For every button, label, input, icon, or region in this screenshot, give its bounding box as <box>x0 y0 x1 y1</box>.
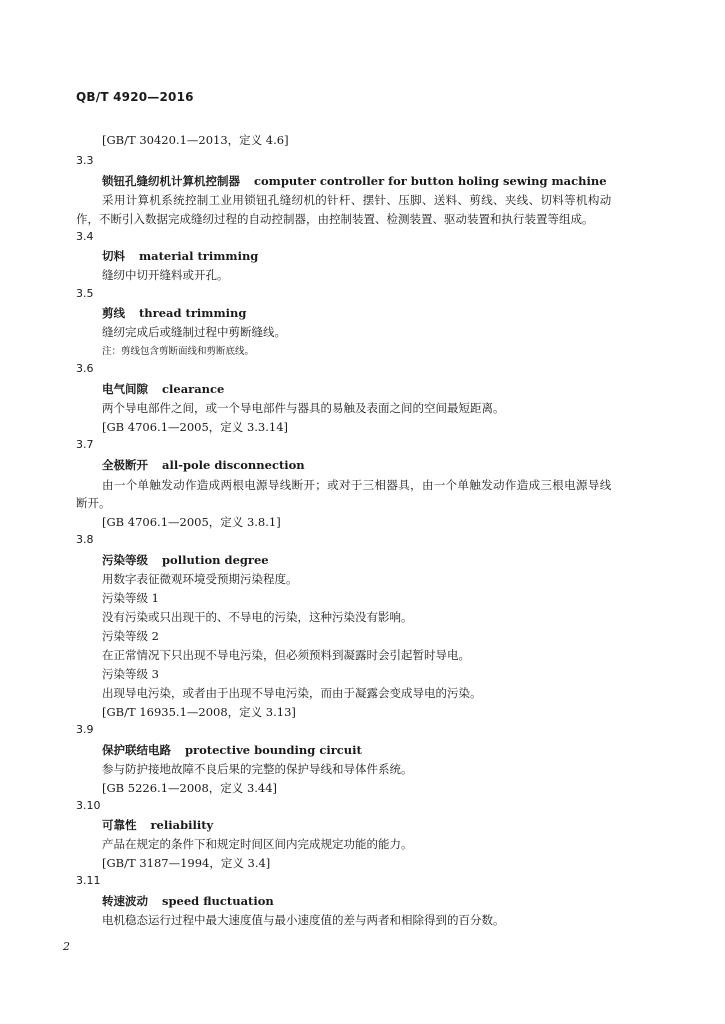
definition-text: 缝纫中切开缝料或开孔。 <box>102 268 229 282</box>
term-chinese: 切料 <box>102 249 125 263</box>
definition-text: 两个导电部件之间，或一个导电部件与器具的易触及表面之间的空间最短距离。 <box>102 401 505 415</box>
definition-text: 缝纫完成后或缝制过程中剪断缝线。 <box>102 325 286 339</box>
term-chinese: 剪线 <box>102 306 125 320</box>
term-chinese: 锁钮孔缝纫机计算机控制器 <box>102 174 240 188</box>
term-heading <box>102 894 274 908</box>
term-chinese: 可靠性 <box>102 818 137 832</box>
clause-number: 3.3 <box>76 154 94 167</box>
definition-text: 作，不断引入数据完成缝纫过程的自动控制器，由控制装置、检测装置、驱动装置和执行装置等组成。 <box>76 212 594 226</box>
page-number: 2 <box>63 940 70 953</box>
term-heading <box>102 743 362 757</box>
definition-text: 参与防护接地故障不良后果的完整的保护导线和导体件系统。 <box>102 762 413 776</box>
term-english: pollution degree <box>162 553 269 567</box>
definition-text: 由一个单触发动作造成两根电源导线断开；或对于三相器具，由一个单触发动作造成三根电源导线 <box>102 478 612 492</box>
term-chinese: 保护联结电路 <box>102 743 171 757</box>
term-chinese: 转速波动 <box>102 894 148 908</box>
sublevel-label: 污染等级 1 <box>102 591 159 605</box>
term-english: thread trimming <box>139 306 247 320</box>
term-english: computer controller for button holing sewing machine <box>254 174 607 188</box>
reference-citation: [GB/T 16935.1—2008，定义 3.13] <box>102 705 296 719</box>
definition-text: 用数字表征微观环境受预期污染程度。 <box>102 572 298 586</box>
reference-citation: [GB 4706.1—2005，定义 3.3.14] <box>102 420 289 434</box>
term-english: speed fluctuation <box>162 894 274 908</box>
sublevel-definition: 没有污染或只出现干的、不导电的污染，这种污染没有影响。 <box>102 610 413 624</box>
term-heading <box>102 458 305 472</box>
clause-number: 3.10 <box>76 799 101 812</box>
definition-text: 断开。 <box>76 496 111 510</box>
reference-citation: [GB 5226.1—2008，定义 3.44] <box>102 781 278 795</box>
term-chinese: 电气间隙 <box>102 382 148 396</box>
term-heading <box>102 174 607 188</box>
clause-number: 3.9 <box>76 723 94 736</box>
term-heading <box>102 382 224 396</box>
clause-number: 3.6 <box>76 362 94 375</box>
term-chinese: 污染等级 <box>102 553 148 567</box>
term-heading <box>102 553 269 567</box>
sublevel-definition: 在正常情况下只出现不导电污染，但必须预料到凝露时会引起暂时导电。 <box>102 648 470 662</box>
clause-number: 3.8 <box>76 533 94 546</box>
clause-number: 3.11 <box>76 874 101 887</box>
term-english: clearance <box>162 382 225 396</box>
definition-text: 电机稳态运行过程中最大速度值与最小速度值的差与两者和相除得到的百分数。 <box>102 913 505 927</box>
term-english: reliability <box>150 818 214 832</box>
reference-citation: [GB 4706.1—2005，定义 3.8.1] <box>102 515 281 529</box>
term-chinese: 全极断开 <box>102 458 148 472</box>
clause-number: 3.4 <box>76 230 94 243</box>
standard-number-header: QB/T 4920—2016 <box>76 90 194 104</box>
term-heading <box>102 306 246 320</box>
sublevel-label: 污染等级 3 <box>102 667 159 681</box>
term-heading <box>102 249 258 263</box>
term-heading <box>102 818 213 832</box>
clause-number: 3.7 <box>76 438 94 451</box>
term-english: material trimming <box>139 249 259 263</box>
definition-text: 采用计算机系统控制工业用锁钮孔缝纫机的针杆、摆针、压脚、送料、剪线、夹线、切料等机构动 <box>102 193 612 207</box>
reference-citation: [GB/T 3187—1994，定义 3.4] <box>102 856 271 870</box>
term-english: all-pole disconnection <box>162 458 305 472</box>
sublevel-label: 污染等级 2 <box>102 629 159 643</box>
term-english: protective bounding circuit <box>185 743 362 757</box>
definition-text: 产品在规定的条件下和规定时间区间内完成规定功能的能力。 <box>102 837 413 851</box>
clause-number: 3.5 <box>76 287 94 300</box>
note-text: 注：剪线包含剪断面线和剪断底线。 <box>102 346 255 357</box>
sublevel-definition: 出现导电污染，或者由于出现不导电污染，而由于凝露会变成导电的污染。 <box>102 686 482 700</box>
reference-citation: [GB/T 30420.1—2013，定义 4.6] <box>102 133 289 147</box>
